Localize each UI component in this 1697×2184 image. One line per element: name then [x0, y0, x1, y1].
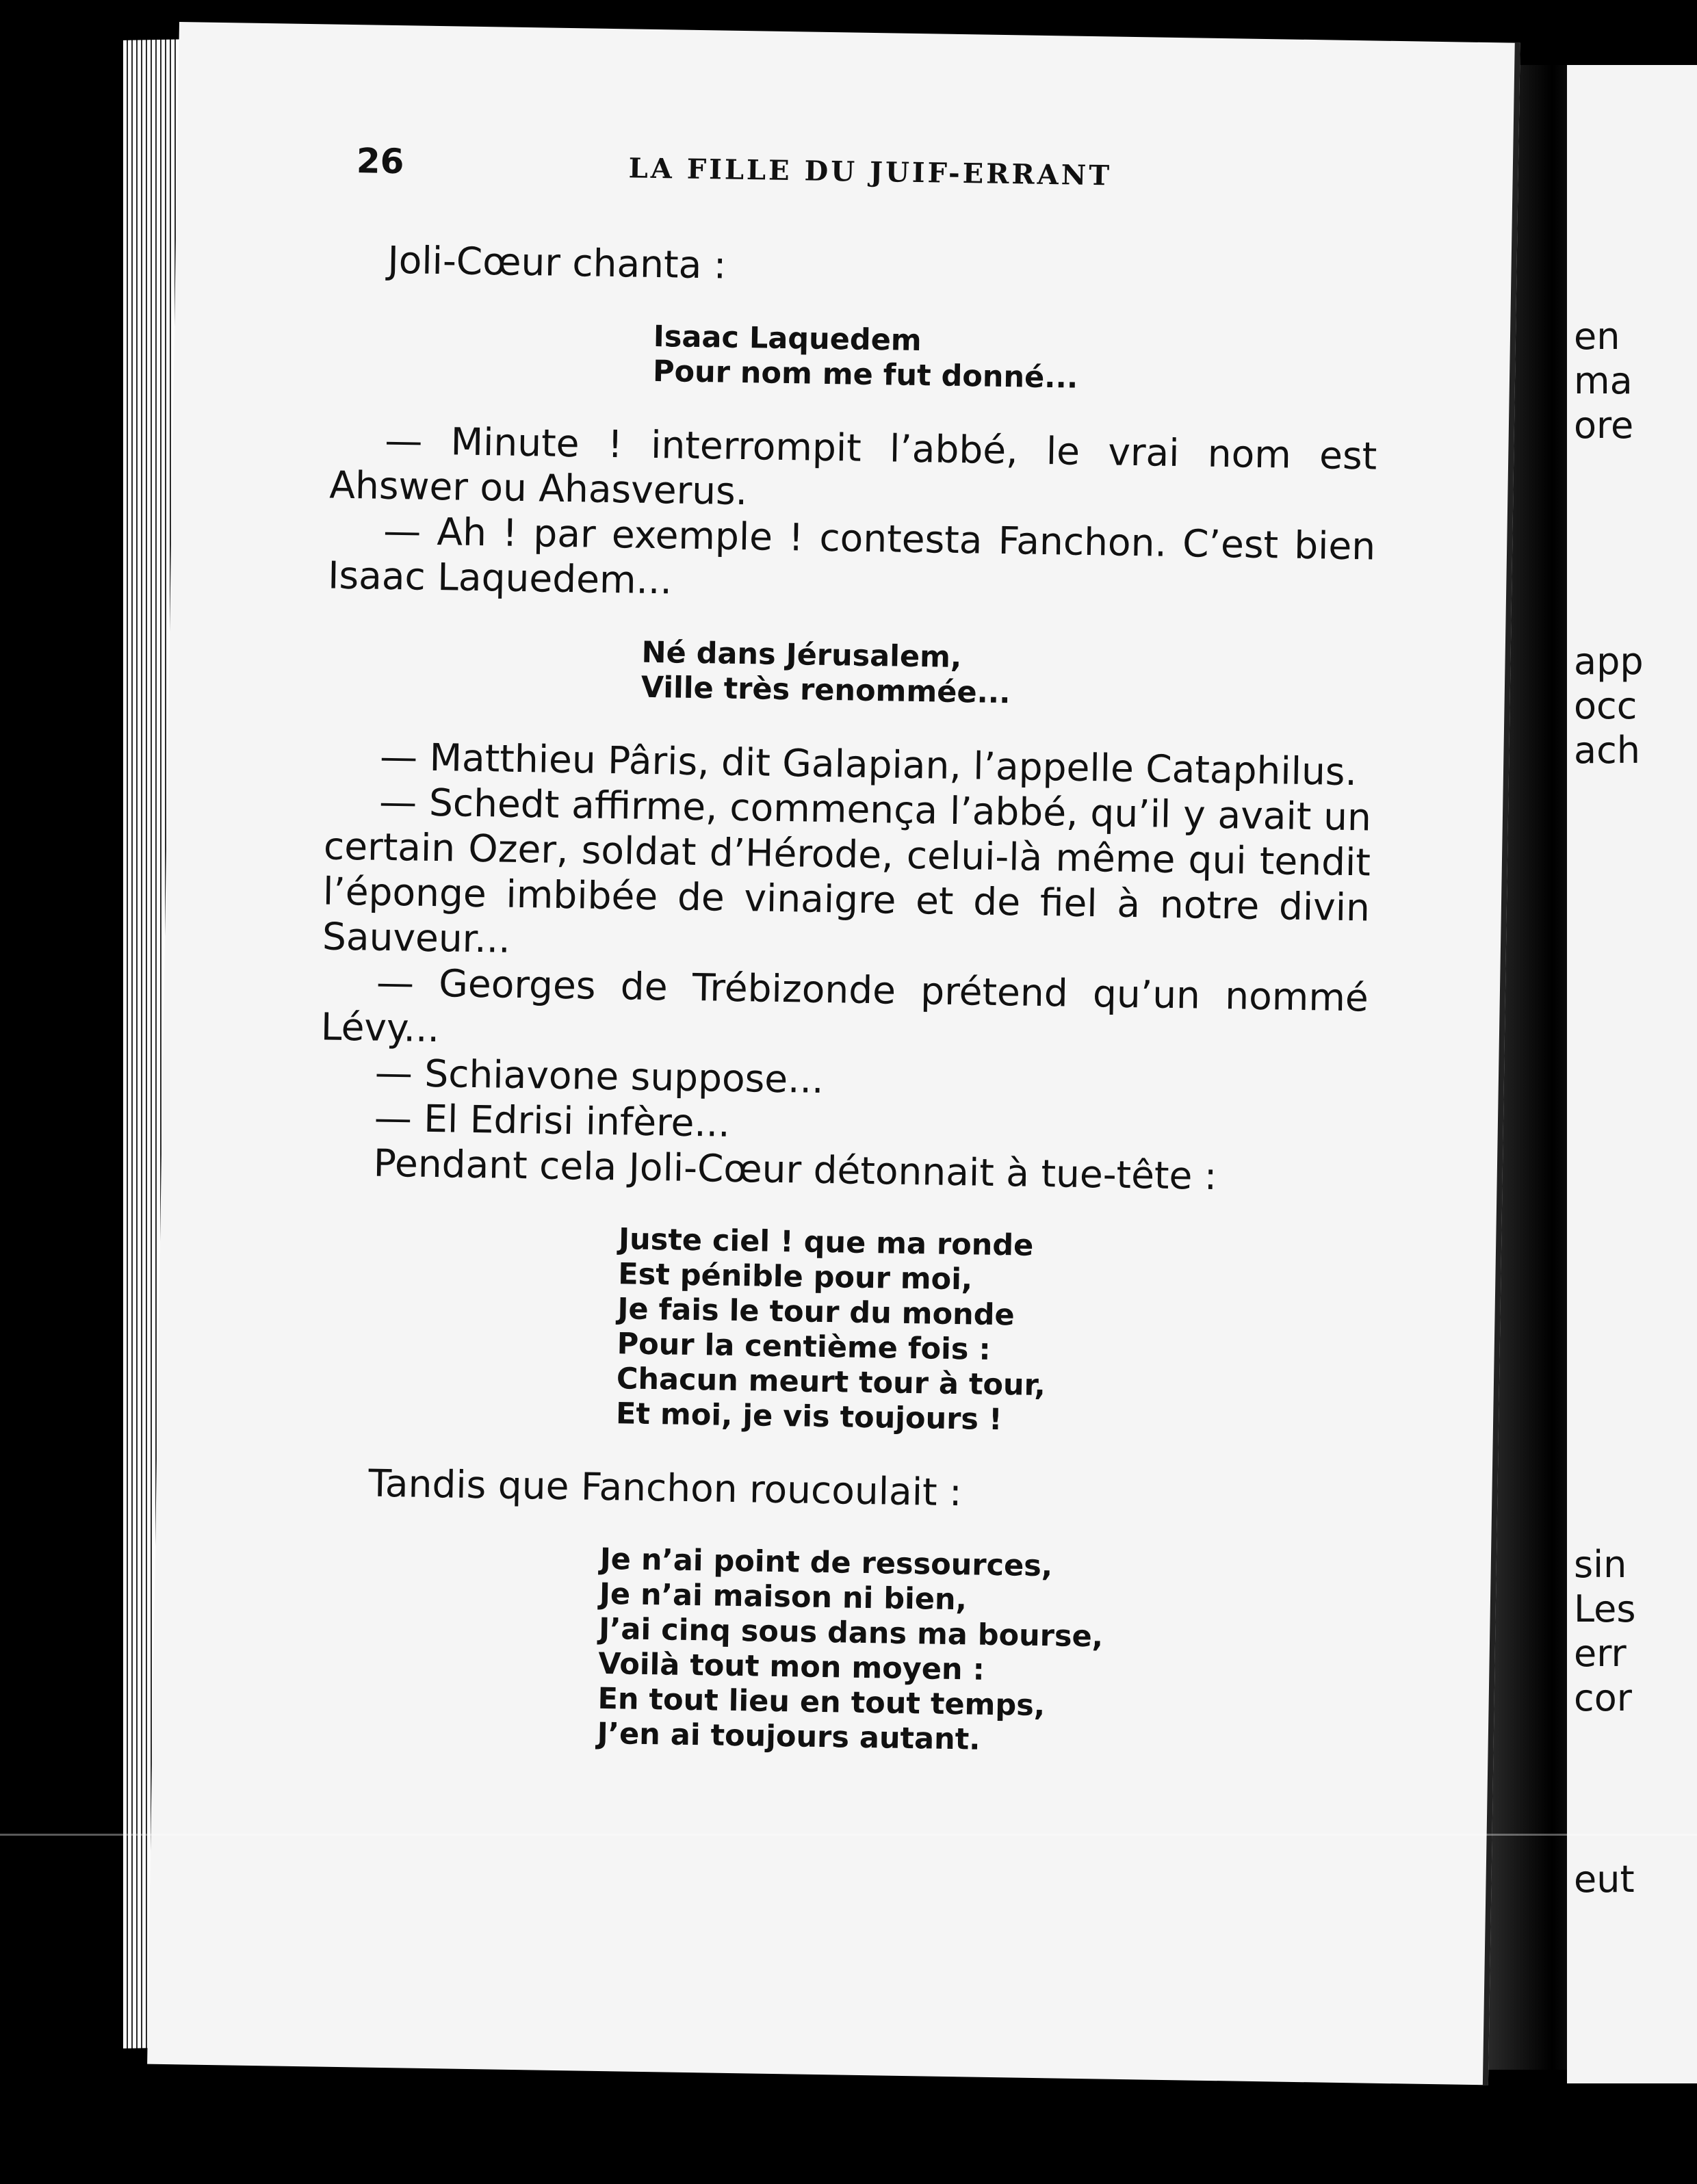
page-text: [309, 237, 1380, 1797]
facing-page: [1567, 65, 1697, 2083]
facing-page-fragment: occ: [1574, 684, 1637, 727]
facing-page-fragment: Les: [1574, 1587, 1636, 1630]
verse-line: Juste ciel ! que ma ronde: [618, 1222, 1034, 1263]
paragraph: Pendant cela Joli-Cœur détonnait à tue-tête :: [373, 1141, 1217, 1199]
facing-page-fragment: en: [1574, 315, 1620, 358]
facing-page-fragment: err: [1574, 1632, 1627, 1675]
verse-line: Je fais le tour du monde: [617, 1292, 1015, 1333]
verse-line: Pour nom me fut donné...: [652, 354, 1078, 395]
verse-line: Né dans Jérusalem,: [641, 635, 962, 675]
facing-page-fragment: sin: [1574, 1543, 1627, 1586]
book-page: [147, 22, 1520, 2085]
verse: [616, 1222, 1365, 1443]
paragraph: — Matthieu Pâris, dit Galapian, l’appelle Cataphilus.: [379, 734, 1358, 794]
page-number: 26: [356, 141, 404, 182]
verse-line: J’ai cinq sous dans ma bourse,: [598, 1611, 1104, 1654]
running-head: [177, 138, 1513, 214]
facing-page-fragment: ach: [1574, 729, 1641, 772]
facing-page-fragment: app: [1574, 640, 1644, 683]
paragraph: — Schedt affirme, commença l’abbé, qu’il y avait un certain Ozer, soldat d’Hérode, celui-là même qui tendit l’éponge imbibée de vinaigre et de fiel à notre divin Sauveur...: [322, 779, 1372, 961]
paragraph: — Georges de Trébizonde prétend qu’un nommé Lévy...: [320, 960, 1369, 1051]
verse-line: Voilà tout mon moyen :: [597, 1646, 985, 1687]
scan-artifact-line: [0, 1834, 1697, 1836]
verse-line: J’en ai toujours autant.: [597, 1716, 981, 1757]
facing-page-fragment: cor: [1574, 1676, 1632, 1719]
verse-line: Est pénible pour moi,: [617, 1257, 973, 1297]
verse-line: Je n’ai point de ressources,: [599, 1542, 1053, 1584]
paragraph: Tandis que Fanchon roucoulait :: [367, 1461, 963, 1515]
facing-page-fragment: ore: [1574, 404, 1634, 447]
paragraph: Joli-Cœur chanta :: [387, 237, 727, 287]
verse-line: Ville très renommée...: [640, 670, 1011, 711]
facing-page-fragment: eut: [1574, 1858, 1635, 1901]
verse: [640, 636, 1373, 717]
paragraph: — Ah ! par exemple ! contesta Fanchon. C’est bien Isaac Laquedem...: [327, 508, 1376, 603]
verse-line: Et moi, je vis toujours !: [615, 1396, 1002, 1438]
running-title: LA FILLE DU JUIF-ERRANT: [628, 152, 1113, 192]
verse: [597, 1542, 1360, 1763]
verse-line: Je n’ai maison ni bien,: [599, 1576, 968, 1617]
paragraph: — Schiavone suppose...: [374, 1050, 825, 1102]
paragraph: — El Edrisi infère...: [374, 1095, 731, 1145]
verse-line: Isaac Laquedem: [653, 319, 922, 359]
verse: [653, 320, 1379, 401]
verse-line: En tout lieu en tout temps,: [597, 1681, 1046, 1724]
facing-page-fragment: ma: [1574, 359, 1633, 402]
verse-line: Pour la centième fois :: [617, 1327, 992, 1367]
verse-line: Chacun meurt tour à tour,: [616, 1362, 1046, 1403]
paragraph: — Minute ! interrompit l’abbé, le vrai nom est Ahswer ou Ahasverus.: [328, 418, 1377, 514]
